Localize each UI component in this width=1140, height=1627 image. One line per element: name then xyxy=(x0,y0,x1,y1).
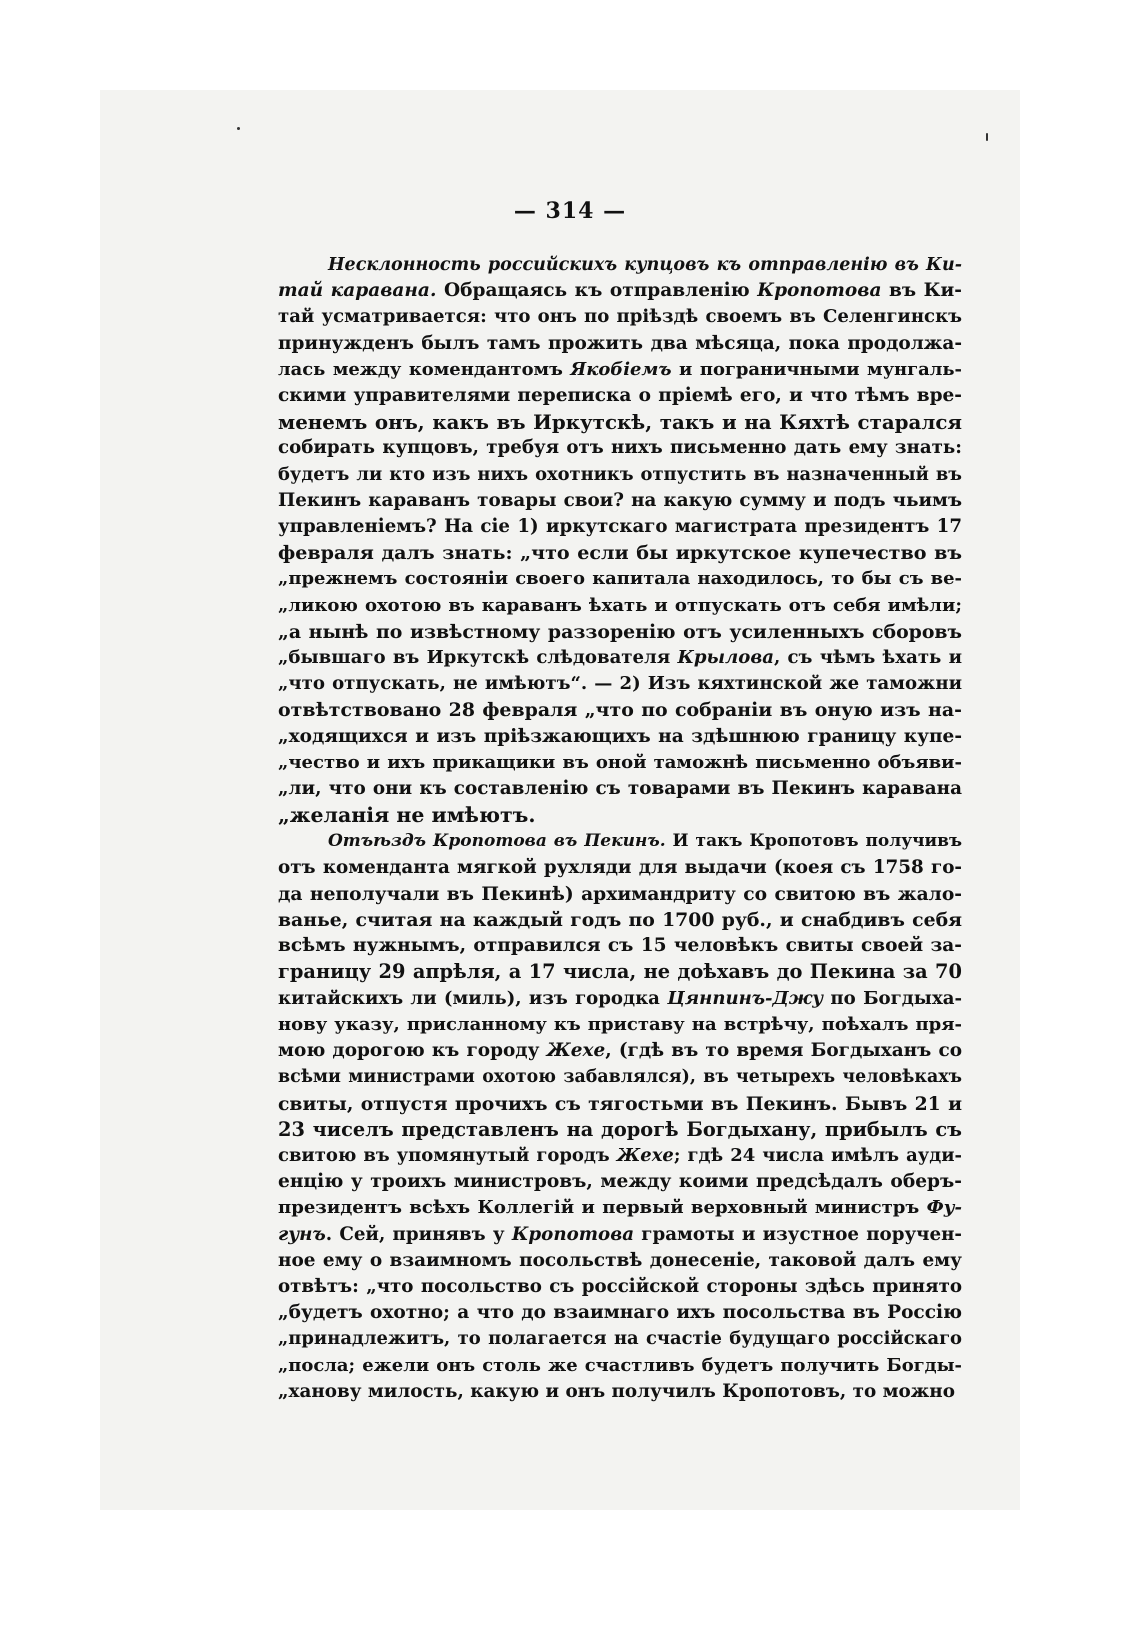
text-segment: 23 чиселъ представленъ на дорогѣ Богдыхану, прибылъ съ xyxy=(278,1117,962,1141)
text-line xyxy=(278,1222,962,1248)
text-segment: „бывшаго въ Иркутскѣ слѣдователя xyxy=(278,647,678,669)
page-number: — 314 — xyxy=(513,198,627,224)
italic-segment: Отъѣздъ Кропотова въ Пекинъ. xyxy=(328,831,666,852)
text-segment: китайскихъ ли (миль), изъ городка xyxy=(278,987,668,1009)
text-segment: „что отпускать, не имѣютъ“. — 2) Изъ кяхтинской же таможни xyxy=(278,673,962,695)
text-segment: лась между комендантомъ xyxy=(278,358,571,380)
text-line xyxy=(278,697,962,723)
text-segment: „прежнемъ состояніи своего капитала находилось, то бы съ ве- xyxy=(278,568,962,590)
text-line xyxy=(278,435,962,461)
text-segment: свитою въ упомянутый городъ xyxy=(278,1144,617,1166)
text-segment: ное ему о взаимномъ посольствѣ донесеніе, таковой далъ ему xyxy=(278,1249,962,1271)
text-segment: по Богдыха- xyxy=(823,987,962,1009)
text-line xyxy=(278,357,962,383)
text-segment: тай усматривается: что онъ по пріѣздѣ своемъ въ Селенгинскъ xyxy=(278,306,962,328)
italic-segment: Фу- xyxy=(926,1197,962,1219)
italic-segment: Якобіемъ xyxy=(570,358,672,380)
italic-segment: Кропотова xyxy=(757,280,882,302)
text-line xyxy=(278,1326,962,1352)
text-segment: свиты, отпустя прочихъ съ тягостьми въ Пекинъ. Бывъ 21 и xyxy=(278,1092,962,1115)
text-line xyxy=(278,593,962,619)
text-line xyxy=(278,828,962,854)
text-segment: границу 29 апрѣля, а 17 числа, не доѣхавъ до Пекина за 70 xyxy=(278,960,962,984)
text-segment: ванье, считая на каждый годъ по 1700 руб., и снабдивъ себя xyxy=(278,909,962,932)
text-line xyxy=(278,514,962,540)
text-segment: отвѣтствовано 28 февраля „что по собраніи въ оную изъ на- xyxy=(278,699,962,722)
text-line xyxy=(278,1274,962,1300)
text-line xyxy=(278,566,962,592)
text-segment: . Сей, принявъ у xyxy=(325,1223,512,1245)
text-line xyxy=(278,907,962,933)
body-text xyxy=(278,252,962,1405)
text-segment: , съ чѣмъ ѣхать и xyxy=(773,647,963,669)
text-line xyxy=(278,1169,962,1195)
scan-speck xyxy=(986,133,988,141)
text-segment: „желанія не имѣютъ. xyxy=(278,803,536,828)
italic-segment: тай каравана. xyxy=(278,280,437,302)
text-line xyxy=(278,252,962,278)
text-line xyxy=(278,1012,962,1038)
text-line xyxy=(278,1117,962,1143)
text-line xyxy=(278,304,962,330)
text-segment: отъ коменданта мягкой рухляди для выдачи (коея съ 1758 го- xyxy=(278,856,962,878)
italic-segment: Жехе xyxy=(546,1040,606,1062)
text-line xyxy=(278,1379,962,1405)
text-segment: „ходящихся и изъ пріѣзжающихъ на здѣшнюю границу купе- xyxy=(278,725,962,747)
text-segment: И такъ Кропотовъ получивъ xyxy=(665,831,963,852)
text-line xyxy=(278,1143,962,1169)
text-segment: всѣми министрами охотою забавлялся), въ четырехъ человѣкахъ xyxy=(278,1067,962,1088)
text-line xyxy=(278,1038,962,1064)
text-line xyxy=(278,1300,962,1326)
text-segment: „ликою охотою въ караванъ ѣхать и отпускать отъ себя имѣли; xyxy=(278,594,962,616)
text-segment: управленіемъ? На сіе 1) иркутскаго магистрата президентъ 17 xyxy=(278,516,962,538)
text-line xyxy=(278,959,962,985)
text-segment: скими управителями переписка о пріемѣ его, и что тѣмъ вре- xyxy=(278,385,962,407)
text-line xyxy=(278,671,962,697)
text-line xyxy=(278,933,962,959)
text-segment: принужденъ былъ тамъ прожить два мѣсяца, пока продолжа- xyxy=(278,332,962,354)
text-line xyxy=(278,488,962,514)
text-segment: нову указу, присланному къ приставу на встрѣчу, поѣхалъ пря- xyxy=(278,1013,962,1035)
text-segment: февраля далъ знать: „что если бы иркутское купечество въ xyxy=(278,541,962,565)
text-line xyxy=(278,776,962,802)
text-line xyxy=(278,409,962,435)
text-line xyxy=(278,1064,962,1090)
text-line xyxy=(278,540,962,566)
italic-segment: Жехе xyxy=(616,1144,674,1166)
text-segment: „ханову милость, какую и онъ получилъ Кропотовъ, то можно xyxy=(278,1380,955,1402)
text-line xyxy=(278,331,962,357)
text-segment: ; гдѣ 24 числа имѣлъ ауди- xyxy=(673,1144,963,1166)
text-segment: „а нынѣ по извѣстному раззоренію отъ усиленныхъ сборовъ xyxy=(278,620,962,643)
text-line xyxy=(278,802,962,828)
text-segment: Обращаясь къ отправленію xyxy=(436,280,758,302)
text-segment: и пограничными мунгаль- xyxy=(671,358,962,380)
text-line xyxy=(278,383,962,409)
text-segment: будетъ ли кто изъ нихъ охотникъ отпустить въ назначенный въ xyxy=(278,463,962,485)
text-segment: грамоты и изустное поручен- xyxy=(634,1223,963,1245)
text-line xyxy=(278,881,962,907)
text-line xyxy=(278,750,962,776)
text-segment: всѣмъ нужнымъ, отправился съ 15 человѣкъ свиты своей за- xyxy=(278,935,962,957)
text-segment: „ли, что они къ составленію съ товарами въ Пекинъ каравана xyxy=(278,778,962,800)
text-line xyxy=(278,645,962,671)
italic-segment: Цянпинъ-Джу xyxy=(667,987,824,1009)
text-line xyxy=(278,1248,962,1274)
text-segment: да неполучали въ Пекинѣ) архимандриту со свитою въ жало- xyxy=(278,882,962,905)
text-line xyxy=(278,619,962,645)
text-segment: Пекинъ караванъ товары свои? на какую сумму и подъ чьимъ xyxy=(278,489,962,511)
text-segment: президентъ всѣхъ Коллегій и первый верховный министръ xyxy=(278,1197,927,1219)
italic-segment: Несклонность российскихъ купцовъ къ отправленію въ Ки- xyxy=(328,255,962,275)
text-segment: менемъ онъ, какъ въ Иркутскѣ, такъ и на Кяхтѣ старался xyxy=(278,410,962,435)
text-line xyxy=(278,278,962,304)
text-segment: „посла; ежели онъ столь же счастливъ будетъ получить Богды- xyxy=(278,1354,962,1376)
text-segment: въ Ки- xyxy=(881,280,962,302)
text-line xyxy=(278,1195,962,1221)
italic-segment: Кропотова xyxy=(511,1223,635,1245)
text-line xyxy=(278,986,962,1012)
text-segment: мою дорогою къ городу xyxy=(278,1040,547,1062)
text-line xyxy=(278,724,962,750)
text-segment: „принадлежитъ, то полагается на счастіе будущаго россійскаго xyxy=(278,1328,962,1350)
italic-segment: гунъ xyxy=(278,1223,326,1245)
text-line xyxy=(278,855,962,881)
text-segment: собирать купцовъ, требуя отъ нихъ письменно дать ему знать: xyxy=(278,437,962,459)
text-segment: , (гдѣ въ то время Богдыханъ со xyxy=(605,1040,962,1062)
scan-speck xyxy=(237,127,240,130)
text-line xyxy=(278,1091,962,1117)
text-segment: „чество и ихъ прикащики въ оной таможнѣ письменно объяви- xyxy=(278,751,962,773)
text-line xyxy=(278,1353,962,1379)
text-segment: отвѣтъ: „что посольство съ россійской стороны здѣсь принято xyxy=(278,1275,962,1297)
text-segment: енцію у троихъ министровъ, между коими предсѣдалъ оберъ- xyxy=(278,1171,962,1193)
text-line xyxy=(278,462,962,488)
italic-segment: Крылова xyxy=(677,647,774,669)
text-segment: „будетъ охотно; а что до взаимнаго ихъ посольства въ Россію xyxy=(278,1302,962,1324)
